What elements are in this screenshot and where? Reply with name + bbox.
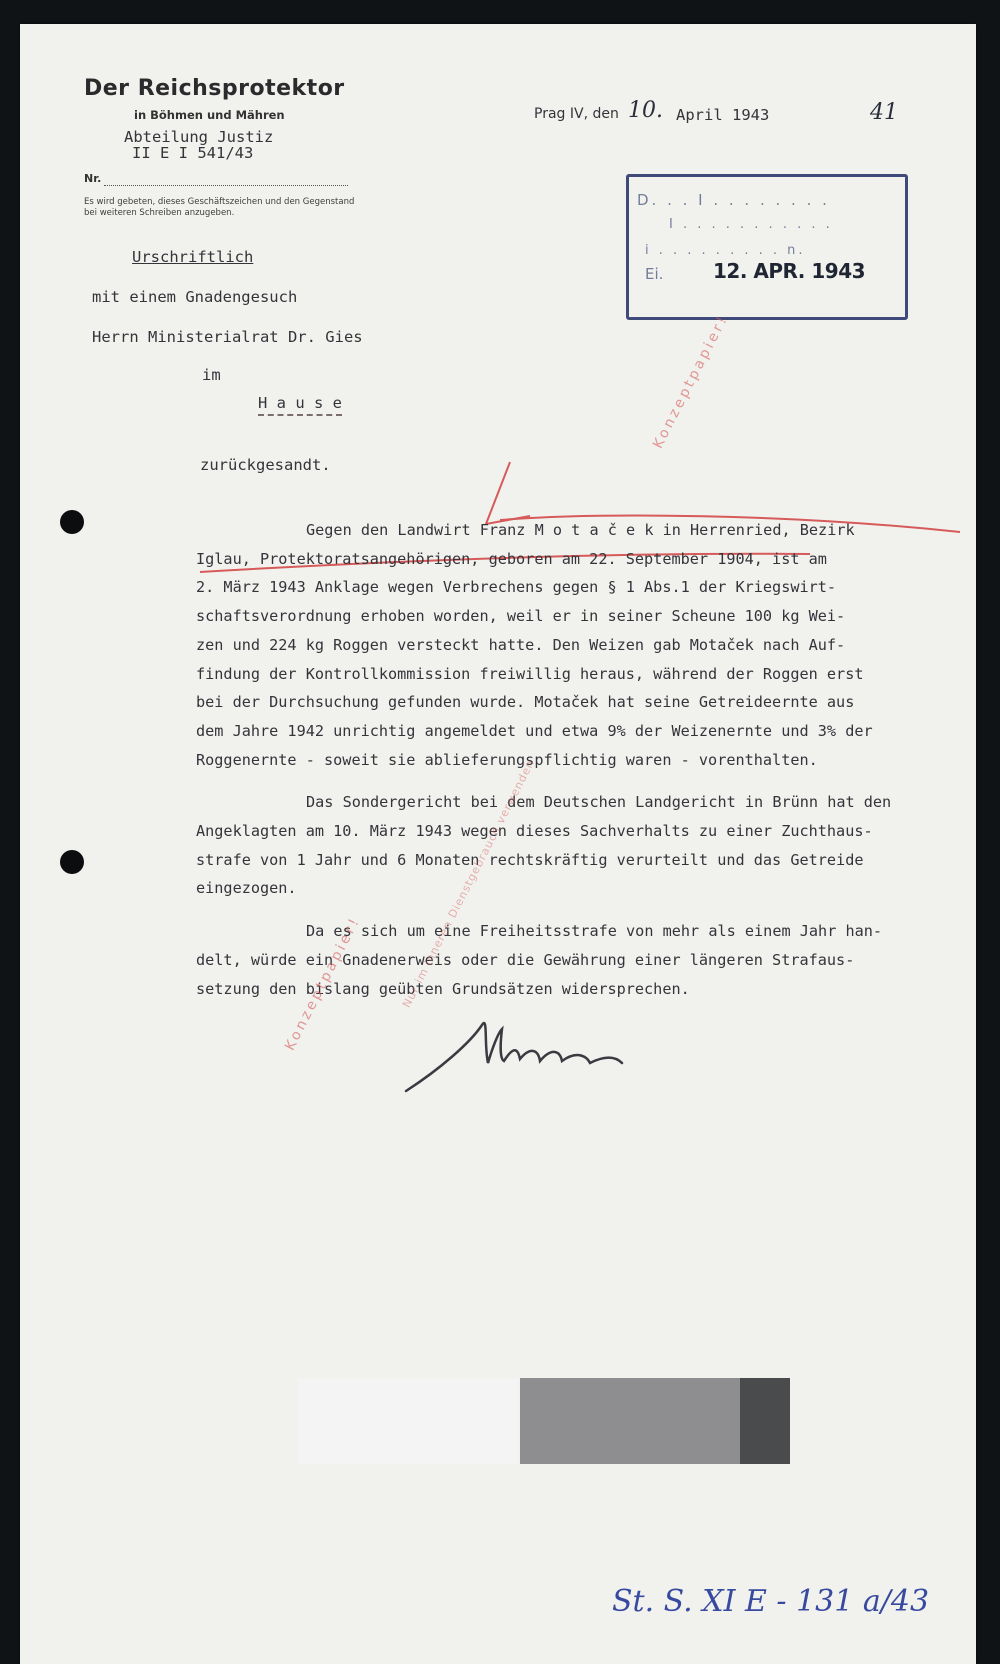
body-line: Das Sondergericht bei dem Deutschen Landgericht in Brünn hat den	[306, 793, 892, 812]
address-heading: Urschriftlich	[132, 248, 254, 266]
nr-label: Nr.	[84, 172, 102, 185]
stamp-line: D. . . I . . . . . . . .	[637, 191, 830, 209]
body-line: schaftsverordnung erhoben worden, weil er in seiner Scheune 100 kg Wei-	[196, 607, 846, 626]
address-closing: zurückgesandt.	[200, 456, 331, 474]
reference-underline	[104, 185, 348, 186]
handwritten-signature	[400, 999, 700, 1099]
stamp-prefix: Ei.	[645, 265, 664, 283]
signature-stroke	[406, 1023, 622, 1091]
punch-hole	[60, 510, 84, 534]
color-strip-dark	[740, 1378, 790, 1464]
department: Abteilung Justiz	[124, 128, 274, 146]
body-line: Iglau, Protektoratsangehörigen, geboren am 22. September 1904, ist am	[196, 549, 827, 568]
letterhead-subtitle: in Böhmen und Mähren	[134, 108, 285, 122]
watermark-internal-use: Nur im inneren Dienstgebrauch verwenden	[400, 757, 538, 1010]
letterhead-title: Der Reichsprotektor	[84, 76, 345, 101]
dateline-day-handwritten: 10.	[628, 98, 663, 123]
body-line: findung der Kontrollkommission freiwillig heraus, während der Roggen erst	[196, 664, 864, 683]
body-line: Da es sich um eine Freiheitsstrafe von mehr als einem Jahr han-	[306, 922, 883, 941]
body-line: 2. März 1943 Anklage wegen Verbrechens gegen § 1 Abs.1 der Kriegswirt-	[196, 578, 837, 597]
receipt-stamp	[626, 174, 908, 320]
dateline-month-year: April 1943	[676, 106, 770, 124]
body-line: bei der Durchsuchung gefunden wurde. Motaček hat seine Getreideernte aus	[196, 693, 855, 712]
body-line: strafe von 1 Jahr und 6 Monaten rechtskräftig verurteilt und das Getreide	[196, 850, 864, 869]
color-strip-grey	[520, 1378, 740, 1464]
body-line: dem Jahre 1942 unrichtig angemeldet und etwa 9% der Weizenernte und 3% der	[196, 721, 873, 740]
body-line: Angeklagten am 10. März 1943 wegen dieses Sachverhalts zu einer Zuchthaus-	[196, 822, 873, 841]
archive-reference: St. S. XI E - 131 a/43	[612, 1584, 930, 1619]
letter-body	[196, 516, 948, 1003]
red-pencil-corner-mark	[486, 462, 530, 524]
punch-hole	[60, 850, 84, 874]
body-line: setzung den bislang geübten Grundsätzen widersprechen.	[196, 979, 690, 998]
stamp-line: i . . . . . . . . . n.	[645, 243, 806, 258]
reference-number: II E I 541/43	[132, 144, 254, 162]
watermark-concept-paper: Konzeptpapier!	[650, 311, 732, 452]
stamp-line: I . . . . . . . . . . .	[669, 217, 833, 232]
address-line: Herrn Ministerialrat Dr. Gies	[92, 328, 363, 346]
body-line: zen und 224 kg Roggen versteckt hatte. Den Weizen gab Motaček nach Auf-	[196, 635, 846, 654]
body-line: Gegen den Landwirt Franz M o t a č e k in Herrenried, Bezirk	[306, 521, 855, 539]
address-line: im	[202, 366, 221, 384]
stamp-date: 12. APR. 1943	[713, 259, 866, 283]
dateline-place: Prag IV, den	[534, 106, 619, 122]
body-line: delt, würde ein Gnadenerweis oder die Gewährung einer längeren Strafaus-	[196, 950, 855, 969]
address-line: mit einem Gnadengesuch	[92, 288, 298, 306]
address-house: H a u s e	[258, 394, 342, 416]
reference-note: Es wird gebeten, dieses Geschäftszeichen und den Gegenstand bei weiteren Schreiben anzugeben.	[84, 197, 355, 218]
page-mark: 41	[870, 100, 898, 125]
color-strip-white	[298, 1378, 518, 1464]
body-line: eingezogen.	[196, 879, 297, 898]
watermark-concept-paper: Konzeptpapier!	[282, 913, 364, 1054]
body-line: Roggenernte - soweit sie ablieferungspflichtig waren - vorenthalten.	[196, 750, 818, 769]
